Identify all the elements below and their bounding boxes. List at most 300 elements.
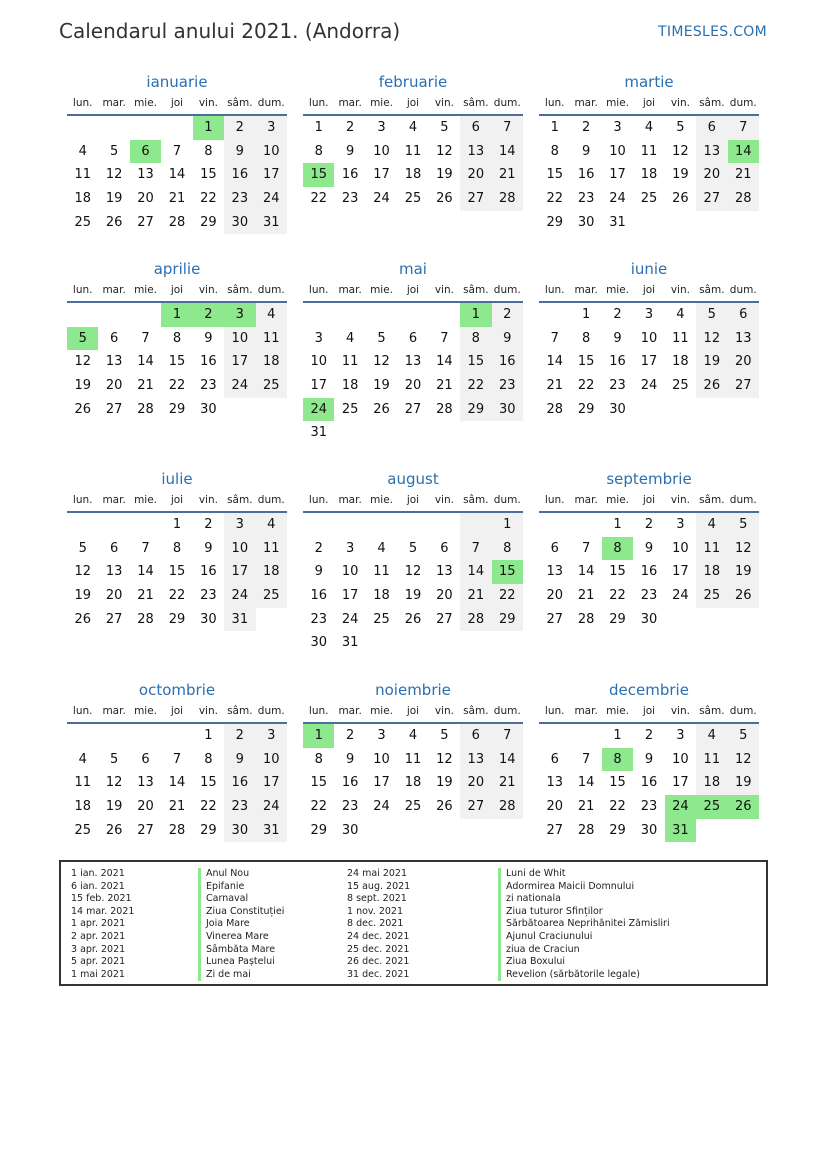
day-cell: 21 (728, 163, 759, 187)
day-cell: 7 (581, 751, 591, 767)
day-cell: 4 (408, 120, 418, 135)
empty-cell (161, 724, 192, 748)
day-cell: 15 (577, 354, 595, 370)
day-cell: 19 (74, 588, 91, 604)
day-cell: 30 (310, 635, 327, 651)
day-cell: 16 (200, 564, 217, 580)
day-cell: 4 (377, 540, 386, 556)
weekday-label: lun. (72, 97, 93, 109)
day-cell: 29 (200, 822, 217, 838)
day-cell: 22 (577, 378, 595, 394)
holiday-name: Lunea Paștelui (198, 956, 284, 969)
weekday-label: mar. (574, 705, 598, 717)
day-cell: 3 (345, 540, 355, 556)
day-cell: 30 (640, 611, 658, 627)
day-cell: 31 (256, 211, 287, 235)
day-cell: 13 (105, 564, 123, 580)
holiday-date: 24 mai 2021 (347, 868, 408, 879)
weekday-label: dum. (729, 97, 757, 109)
day-cell: 29 (200, 214, 217, 230)
weekday-label: lun. (308, 705, 329, 717)
day-grid (539, 513, 759, 631)
month-noiembrie (303, 680, 523, 842)
day-cell: 8 (204, 143, 213, 159)
holiday-name: Sărbătoarea Neprihănitei Zămisliri (498, 918, 670, 931)
day-cell: 14 (168, 167, 186, 183)
day-cell: 17 (373, 775, 390, 791)
day-cell: 26 (436, 191, 453, 207)
empty-cell (98, 724, 129, 748)
weekday-label: mar. (102, 705, 126, 717)
day-grid (67, 303, 287, 421)
weekday-label: sâm. (463, 705, 489, 717)
weekday-label: vin. (198, 97, 218, 109)
day-grid (303, 724, 523, 842)
holiday-names-left (198, 868, 284, 981)
day-cell: 2 (345, 120, 355, 135)
day-cell: 23 (341, 191, 359, 207)
day-cell: 22 (310, 191, 327, 207)
day-cell: 17 (672, 564, 689, 580)
day-cell: 20 (105, 378, 123, 394)
weekday-label: dum. (493, 97, 521, 109)
day-cell: 31 (665, 819, 696, 843)
weekday-label: sâm. (463, 284, 489, 296)
day-cell: 1 (550, 120, 559, 135)
day-cell: 13 (137, 775, 154, 791)
weekday-label: lun. (544, 284, 565, 296)
weekday-label: mar. (338, 97, 362, 109)
empty-cell (67, 724, 98, 748)
day-cell: 7 (141, 540, 150, 556)
holiday-date: 31 dec. 2021 (347, 968, 410, 980)
day-cell: 13 (696, 140, 727, 164)
day-cell: 4 (696, 513, 727, 537)
weekday-label: mie. (134, 97, 158, 109)
holiday-name: Carnaval (198, 893, 284, 906)
weekday-label: joi (406, 97, 420, 109)
day-cell: 19 (436, 167, 453, 183)
day-cell: 3 (676, 728, 685, 743)
day-cell: 16 (224, 771, 255, 795)
day-cell: 5 (109, 143, 119, 159)
day-cell: 17 (373, 167, 390, 183)
holiday-date: 15 aug. 2021 (347, 880, 411, 892)
day-cell: 9 (314, 564, 323, 580)
day-cell: 1 (613, 728, 622, 743)
day-cell: 1 (581, 307, 591, 322)
day-cell: 30 (577, 214, 595, 230)
day-cell: 18 (640, 167, 658, 183)
day-cell: 25 (640, 191, 658, 207)
weekday-label: vin. (670, 705, 690, 717)
day-cell: 10 (373, 143, 390, 159)
day-cell: 1 (314, 120, 323, 135)
day-cell: 3 (256, 724, 287, 748)
month-name: decembrie (609, 681, 689, 699)
day-cell: 20 (546, 588, 563, 604)
day-cell: 13 (404, 354, 422, 370)
day-grid (539, 116, 759, 234)
holiday-name: Adormirea Maicii Domnului (498, 881, 670, 894)
day-cell: 20 (105, 588, 123, 604)
day-cell: 6 (728, 303, 759, 327)
day-cell: 1 (172, 517, 182, 532)
weekday-label: mar. (338, 494, 362, 506)
day-cell: 29 (577, 401, 595, 417)
day-cell: 13 (460, 140, 491, 164)
weekday-header (67, 700, 287, 724)
empty-cell (397, 513, 428, 537)
day-cell: 14 (492, 140, 523, 164)
day-cell: 22 (609, 799, 626, 815)
weekday-label: dum. (729, 494, 757, 506)
day-cell: 22 (492, 584, 523, 608)
day-cell: 31 (310, 425, 327, 441)
day-cell: 26 (105, 214, 123, 230)
day-cell: 18 (404, 775, 422, 791)
day-cell: 18 (672, 354, 689, 370)
weekday-label: sâm. (227, 705, 253, 717)
day-cell: 25 (696, 584, 727, 608)
day-cell: 5 (728, 724, 759, 748)
day-grid (539, 724, 759, 842)
day-cell: 25 (672, 378, 689, 394)
day-cell: 30 (200, 611, 217, 627)
day-cell: 12 (74, 354, 91, 370)
day-cell: 5 (728, 513, 759, 537)
day-cell: 1 (161, 303, 192, 327)
day-cell: 28 (492, 795, 523, 819)
day-cell: 24 (224, 584, 255, 608)
day-cell: 4 (78, 751, 87, 767)
month-august (303, 469, 523, 655)
weekday-label: vin. (198, 494, 218, 506)
day-cell: 26 (74, 401, 91, 417)
day-cell: 12 (436, 751, 453, 767)
weekday-label: dum. (493, 284, 521, 296)
day-cell: 21 (137, 378, 154, 394)
day-cell: 16 (200, 354, 217, 370)
day-cell: 17 (256, 163, 287, 187)
day-cell: 23 (224, 187, 255, 211)
day-cell: 16 (609, 354, 626, 370)
day-cell: 15 (609, 775, 626, 791)
weekday-label: joi (642, 97, 656, 109)
day-cell: 18 (256, 560, 287, 584)
day-cell: 23 (200, 378, 217, 394)
weekday-header (539, 700, 759, 724)
empty-cell (539, 513, 570, 537)
day-cell: 10 (224, 327, 255, 351)
day-cell: 31 (609, 214, 626, 230)
day-cell: 11 (74, 167, 91, 183)
day-cell: 15 (200, 775, 217, 791)
day-cell: 11 (256, 537, 287, 561)
empty-cell (67, 116, 98, 140)
day-cell: 24 (341, 611, 359, 627)
day-cell: 15 (492, 560, 523, 584)
day-cell: 28 (577, 822, 595, 838)
day-grid (303, 513, 523, 655)
day-cell: 29 (460, 398, 491, 422)
day-cell: 3 (224, 513, 255, 537)
day-cell: 12 (436, 143, 453, 159)
day-cell: 15 (546, 167, 563, 183)
day-cell: 28 (546, 401, 563, 417)
day-cell: 11 (404, 143, 422, 159)
day-cell: 26 (728, 795, 759, 819)
day-cell: 19 (728, 771, 759, 795)
day-cell: 1 (303, 724, 334, 748)
weekday-label: sâm. (699, 494, 725, 506)
day-cell: 20 (137, 191, 154, 207)
day-cell: 6 (550, 540, 559, 556)
day-cell: 27 (436, 611, 453, 627)
day-cell: 8 (602, 537, 633, 561)
day-cell: 28 (492, 187, 523, 211)
day-cell: 27 (105, 401, 123, 417)
day-cell: 19 (373, 378, 390, 394)
weekday-label: mie. (606, 284, 630, 296)
holiday-name: Vinerea Mare (198, 931, 284, 944)
day-cell: 23 (609, 378, 626, 394)
weekday-label: mie. (370, 494, 394, 506)
holiday-name: Ziua Boxului (498, 956, 670, 969)
holiday-name: Ajunul Craciunului (498, 931, 670, 944)
day-cell: 6 (460, 724, 491, 748)
day-cell: 20 (404, 378, 422, 394)
day-cell: 28 (577, 611, 595, 627)
day-cell: 16 (224, 163, 255, 187)
weekday-label: lun. (72, 494, 93, 506)
day-cell: 25 (74, 822, 91, 838)
day-cell: 21 (137, 588, 154, 604)
day-cell: 9 (224, 140, 255, 164)
day-cell: 4 (78, 143, 87, 159)
day-cell: 10 (256, 748, 287, 772)
day-cell: 4 (644, 120, 654, 135)
weekday-header (539, 279, 759, 303)
day-cell: 7 (550, 330, 559, 346)
day-cell: 25 (696, 795, 727, 819)
day-cell: 3 (644, 307, 654, 322)
holiday-name: Ziua tuturor Sfinților (498, 906, 670, 919)
day-cell: 5 (109, 751, 119, 767)
day-cell: 21 (436, 378, 453, 394)
day-cell: 20 (436, 588, 453, 604)
day-cell: 18 (256, 350, 287, 374)
day-grid (67, 724, 287, 842)
weekday-label: vin. (670, 494, 690, 506)
day-cell: 4 (256, 303, 287, 327)
weekday-label: vin. (434, 705, 454, 717)
day-cell: 12 (373, 354, 390, 370)
empty-cell (98, 303, 129, 327)
empty-cell (130, 724, 161, 748)
day-cell: 5 (67, 327, 98, 351)
day-cell: 5 (440, 728, 449, 743)
holiday-list (59, 860, 768, 986)
day-cell: 11 (256, 327, 287, 351)
weekday-label: mar. (338, 705, 362, 717)
day-cell: 15 (460, 350, 491, 374)
day-cell: 8 (581, 330, 591, 346)
day-cell: 21 (168, 799, 186, 815)
day-cell: 18 (404, 167, 422, 183)
day-cell: 24 (665, 795, 696, 819)
day-cell: 4 (696, 724, 727, 748)
day-cell: 23 (492, 374, 523, 398)
weekday-header (539, 489, 759, 513)
weekday-label: dum. (493, 705, 521, 717)
day-cell: 2 (314, 540, 323, 556)
day-cell: 12 (74, 564, 91, 580)
day-cell: 6 (460, 116, 491, 140)
day-cell: 14 (492, 748, 523, 772)
brand-link[interactable]: TIMESLES.COM (658, 24, 767, 40)
holiday-name: Sâmbăta Mare (198, 944, 284, 957)
day-cell: 26 (436, 799, 453, 815)
day-cell: 20 (728, 350, 759, 374)
day-cell: 1 (460, 303, 491, 327)
holiday-name: zi nationala (498, 893, 670, 906)
day-cell: 27 (546, 822, 563, 838)
holiday-name: Revelion (sărbătorile legale) (498, 969, 670, 982)
day-cell: 19 (436, 775, 453, 791)
empty-cell (98, 513, 129, 537)
day-cell: 25 (74, 214, 91, 230)
day-cell: 2 (204, 517, 213, 532)
day-cell: 19 (404, 588, 422, 604)
day-cell: 24 (303, 398, 334, 422)
day-cell: 11 (74, 775, 91, 791)
day-cell: 15 (168, 564, 186, 580)
day-cell: 30 (341, 822, 359, 838)
day-cell: 7 (172, 143, 182, 159)
day-cell: 10 (640, 330, 658, 346)
weekday-label: lun. (72, 284, 93, 296)
day-cell: 14 (168, 775, 186, 791)
day-cell: 30 (200, 401, 217, 417)
empty-cell (334, 303, 365, 327)
weekday-label: joi (642, 705, 656, 717)
day-cell: 22 (609, 588, 626, 604)
day-cell: 16 (341, 167, 359, 183)
weekday-label: dum. (257, 494, 285, 506)
day-cell: 21 (577, 588, 595, 604)
holiday-date: 25 dec. 2021 (347, 943, 410, 955)
day-cell: 10 (609, 143, 626, 159)
month-name: octombrie (138, 681, 216, 699)
day-cell: 28 (168, 822, 186, 838)
weekday-label: dum. (257, 705, 285, 717)
day-cell: 2 (224, 724, 255, 748)
empty-cell (429, 303, 460, 327)
weekday-label: mie. (370, 97, 394, 109)
weekday-header (303, 489, 523, 513)
day-cell: 7 (440, 330, 449, 346)
day-cell: 30 (492, 398, 523, 422)
empty-cell (397, 303, 428, 327)
weekday-label: mar. (102, 97, 126, 109)
day-cell: 13 (546, 775, 563, 791)
weekday-label: dum. (729, 284, 757, 296)
weekday-label: lun. (308, 97, 329, 109)
day-cell: 2 (644, 517, 654, 532)
weekday-label: mar. (574, 494, 598, 506)
day-cell: 30 (640, 822, 658, 838)
empty-cell (67, 303, 98, 327)
weekday-label: sâm. (699, 705, 725, 717)
day-cell: 14 (137, 564, 154, 580)
holiday-date: 2 apr. 2021 (71, 930, 126, 942)
empty-cell (539, 724, 570, 748)
day-cell: 2 (345, 728, 355, 743)
day-cell: 18 (696, 771, 727, 795)
day-cell: 28 (460, 608, 491, 632)
day-cell: 4 (676, 307, 685, 322)
day-cell: 12 (728, 537, 759, 561)
month-name: noiembrie (375, 681, 451, 699)
holiday-date: 3 apr. 2021 (71, 943, 126, 955)
day-cell: 6 (130, 140, 161, 164)
day-cell: 29 (609, 822, 626, 838)
holiday-date: 26 dec. 2021 (347, 956, 410, 968)
day-cell: 8 (204, 751, 213, 767)
weekday-label: joi (170, 284, 184, 296)
day-cell: 13 (436, 564, 453, 580)
weekday-label: vin. (670, 97, 690, 109)
day-cell: 18 (373, 588, 390, 604)
day-cell: 5 (408, 540, 418, 556)
weekday-label: dum. (257, 284, 285, 296)
day-cell: 19 (696, 350, 727, 374)
day-cell: 12 (404, 564, 422, 580)
weekday-label: vin. (434, 97, 454, 109)
day-cell: 27 (404, 401, 422, 417)
empty-cell (130, 303, 161, 327)
empty-cell (130, 116, 161, 140)
empty-cell (98, 116, 129, 140)
weekday-label: sâm. (699, 97, 725, 109)
empty-cell (570, 513, 601, 537)
day-cell: 25 (404, 799, 422, 815)
month-iunie (539, 259, 759, 421)
day-cell: 28 (137, 611, 154, 627)
day-cell: 7 (492, 724, 523, 748)
holiday-name: ziua de Craciun (498, 944, 670, 957)
weekday-label: mar. (102, 284, 126, 296)
weekday-label: sâm. (227, 284, 253, 296)
day-cell: 8 (492, 537, 523, 561)
weekday-label: vin. (434, 494, 454, 506)
empty-cell (161, 116, 192, 140)
day-cell: 9 (581, 143, 591, 159)
day-cell: 17 (341, 588, 359, 604)
month-aprilie (67, 259, 287, 421)
weekday-label: vin. (434, 284, 454, 296)
holiday-names-right (498, 868, 670, 981)
day-cell: 12 (105, 167, 123, 183)
day-cell: 18 (74, 799, 91, 815)
day-cell: 15 (609, 564, 626, 580)
holiday-name: Luni de Whit (498, 868, 670, 881)
weekday-label: lun. (308, 284, 329, 296)
holiday-name: Zi de mai (198, 969, 284, 982)
day-cell: 23 (200, 588, 217, 604)
day-cell: 27 (728, 374, 759, 398)
